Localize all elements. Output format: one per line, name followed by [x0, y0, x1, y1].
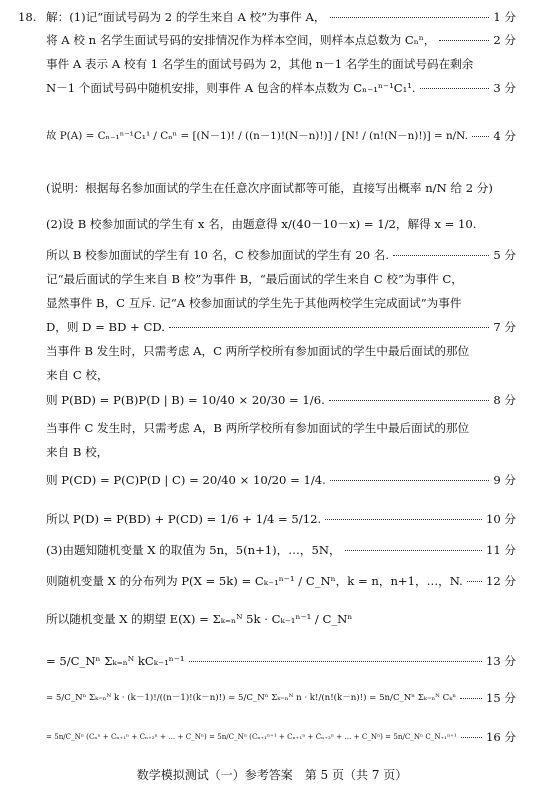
solution-text: 则 P(CD) = P(C)P(D | C) = 20/40 × 10/20 = 1/4.: [46, 473, 326, 487]
solution-text: 所以 P(D) = P(BD) + P(CD) = 1/6 + 1/4 = 5/12.: [46, 512, 322, 526]
solution-text: D，则 D = BD + CD.: [46, 320, 165, 334]
dotted-leader: [189, 661, 482, 662]
solution-text: 则随机变量 X 的分布列为 P(X = 5k) = Cₖ₋₁ⁿ⁻¹ / C_Nⁿ，k = n，n+1，…，N.: [46, 574, 463, 588]
solution-line: [46, 271, 516, 287]
solution-line: [46, 573, 516, 589]
solution-line: [46, 472, 516, 488]
dotted-leader: [460, 698, 482, 699]
score-label: 2 分: [493, 33, 516, 47]
dotted-leader: [169, 327, 489, 328]
solution-line: [46, 9, 516, 25]
solution-text: = 5/C_Nⁿ Σₖ₌ₙᴺ k · (k－1)!/((n－1)!(k－n)!) = 5/C_Nⁿ Σₖ₌ₙᴺ n · k!/(n!(k－n)!) = 5n/C_Nⁿ Σₖ₌ₙᴺ Cₖⁿ: [46, 693, 457, 703]
dotted-leader: [330, 17, 490, 18]
dotted-leader: [330, 480, 490, 481]
solution-text: 来自 C 校，: [46, 368, 109, 382]
solution-line: [46, 653, 516, 669]
dotted-leader: [329, 400, 490, 401]
solution-text: 当事件 B 发生时，只需考虑 A，C 两所学校所有参加面试的学生中最后面试的那位: [46, 344, 470, 358]
solution-line: [46, 444, 516, 460]
score-label: 5 分: [493, 248, 516, 262]
solution-line: [46, 56, 516, 72]
solution-line: [46, 247, 516, 263]
solution-line: [46, 420, 516, 436]
solution-line: [46, 367, 516, 383]
solution-line: [46, 611, 516, 627]
score-label: 8 分: [493, 393, 516, 407]
score-label: 16 分: [485, 730, 516, 744]
solution-text: = 5/C_Nⁿ Σₖ₌ₙᴺ kCₖ₋₁ⁿ⁻¹: [46, 654, 185, 668]
score-label: 3 分: [493, 81, 516, 95]
solution-line: [46, 319, 516, 335]
solution-text: 将 A 校 n 名学生面试号码的安排情况作为样本空间，则样本点总数为 Cₙⁿ，: [46, 33, 436, 47]
score-label: 1 分: [493, 10, 516, 24]
score-label: 13 分: [485, 654, 516, 668]
dotted-leader: [420, 88, 490, 89]
dotted-leader: [467, 581, 482, 582]
score-label: 7 分: [493, 320, 516, 334]
solution-text: 所以随机变量 X 的期望 E(X) = Σₖ₌ₙᴺ 5k · Cₖ₋₁ⁿ⁻¹ / C_Nⁿ: [46, 612, 353, 626]
solution-text: 显然事件 B，C 互斥. 记“A 校参加面试的学生先于其他两校学生完成面试”为事件: [46, 296, 462, 310]
dotted-leader: [393, 255, 489, 256]
solution-text: (3)由题知随机变量 X 的取值为 5n，5(n+1)，…，5N，: [46, 543, 341, 557]
solution-line: [46, 729, 516, 745]
solution-line: [46, 295, 516, 311]
solution-line: [46, 542, 516, 558]
solution-text: 当事件 C 发生时，只需考虑 A，B 两所学校所有参加面试的学生中最后面试的那位: [46, 421, 470, 435]
score-label: 11 分: [485, 543, 516, 557]
solution-line: [46, 32, 516, 48]
solution-line: [46, 690, 516, 706]
solution-line: [46, 343, 516, 359]
score-label: 12 分: [485, 574, 516, 588]
solution-line: [46, 180, 516, 196]
dotted-leader: [472, 136, 489, 137]
score-label: 15 分: [485, 691, 516, 705]
solution-text: 来自 B 校，: [46, 445, 109, 459]
solution-text: 事件 A 表示 A 校有 1 名学生的面试号码为 2，其他 n－1 名学生的面试号码在剩余: [46, 57, 474, 71]
solution-line: [46, 511, 516, 527]
score-label: 10 分: [485, 512, 516, 526]
page-footer: 数学模拟测试（一）参考答案 第 5 页（共 7 页）: [136, 768, 408, 782]
solution-line: [46, 80, 516, 96]
solution-text: 记“最后面试的学生来自 B 校”为事件 B，“最后面试的学生来自 C 校”为事件 C，: [46, 272, 463, 286]
score-label: 9 分: [493, 473, 516, 487]
solution-line: [46, 392, 516, 408]
dotted-leader: [325, 519, 482, 520]
score-label: 4 分: [493, 129, 516, 143]
solution-line: [46, 216, 516, 232]
solution-text: = 5n/C_Nⁿ (Cₙⁿ + Cₙ₊₁ⁿ + Cₙ₊₂ⁿ + … + C_Nⁿ) = 5n/C_Nⁿ (Cₙ₊₁ⁿ⁺¹ + Cₙ₊₁ⁿ + Cₙ₊₂ⁿ + … + C_Nⁿ) = 5n/C_Nⁿ C_N₊₁ⁿ⁺¹: [46, 732, 457, 741]
solution-text: N－1 个面试号码中随机安排，则事件 A 包含的样本点数为 Cₙ₋₁ⁿ⁻¹C₁¹.: [46, 81, 416, 95]
dotted-leader: [439, 40, 489, 41]
solution-text: 解：(1)记“面试号码为 2 的学生来自 A 校”为事件 A，: [46, 10, 326, 24]
solution-line: [46, 128, 516, 144]
solution-text: (说明：根据每名参加面试的学生在任意次序面试都等可能，直接写出概率 n/N 给 2 分): [46, 181, 493, 195]
solution-text: 所以 B 校参加面试的学生有 10 名，C 校参加面试的学生有 20 名.: [46, 248, 390, 262]
solution-text: 则 P(BD) = P(B)P(D | B) = 10/40 × 20/30 = 1/6.: [46, 393, 325, 407]
dotted-leader: [461, 737, 482, 738]
dotted-leader: [345, 550, 482, 551]
question-number: 18.: [18, 10, 37, 24]
solution-text: (2)设 B 校参加面试的学生有 x 名，由题意得 x/(40－10－x) = 1/2，解得 x = 10.: [46, 217, 477, 231]
solution-text: 故 P(A) = Cₙ₋₁ⁿ⁻¹C₁¹ / Cₙⁿ = [(N－1)! / ((n－1)!(N－n)!)] / [N! / (n!(N－n)!)] = n/N.: [46, 130, 468, 142]
